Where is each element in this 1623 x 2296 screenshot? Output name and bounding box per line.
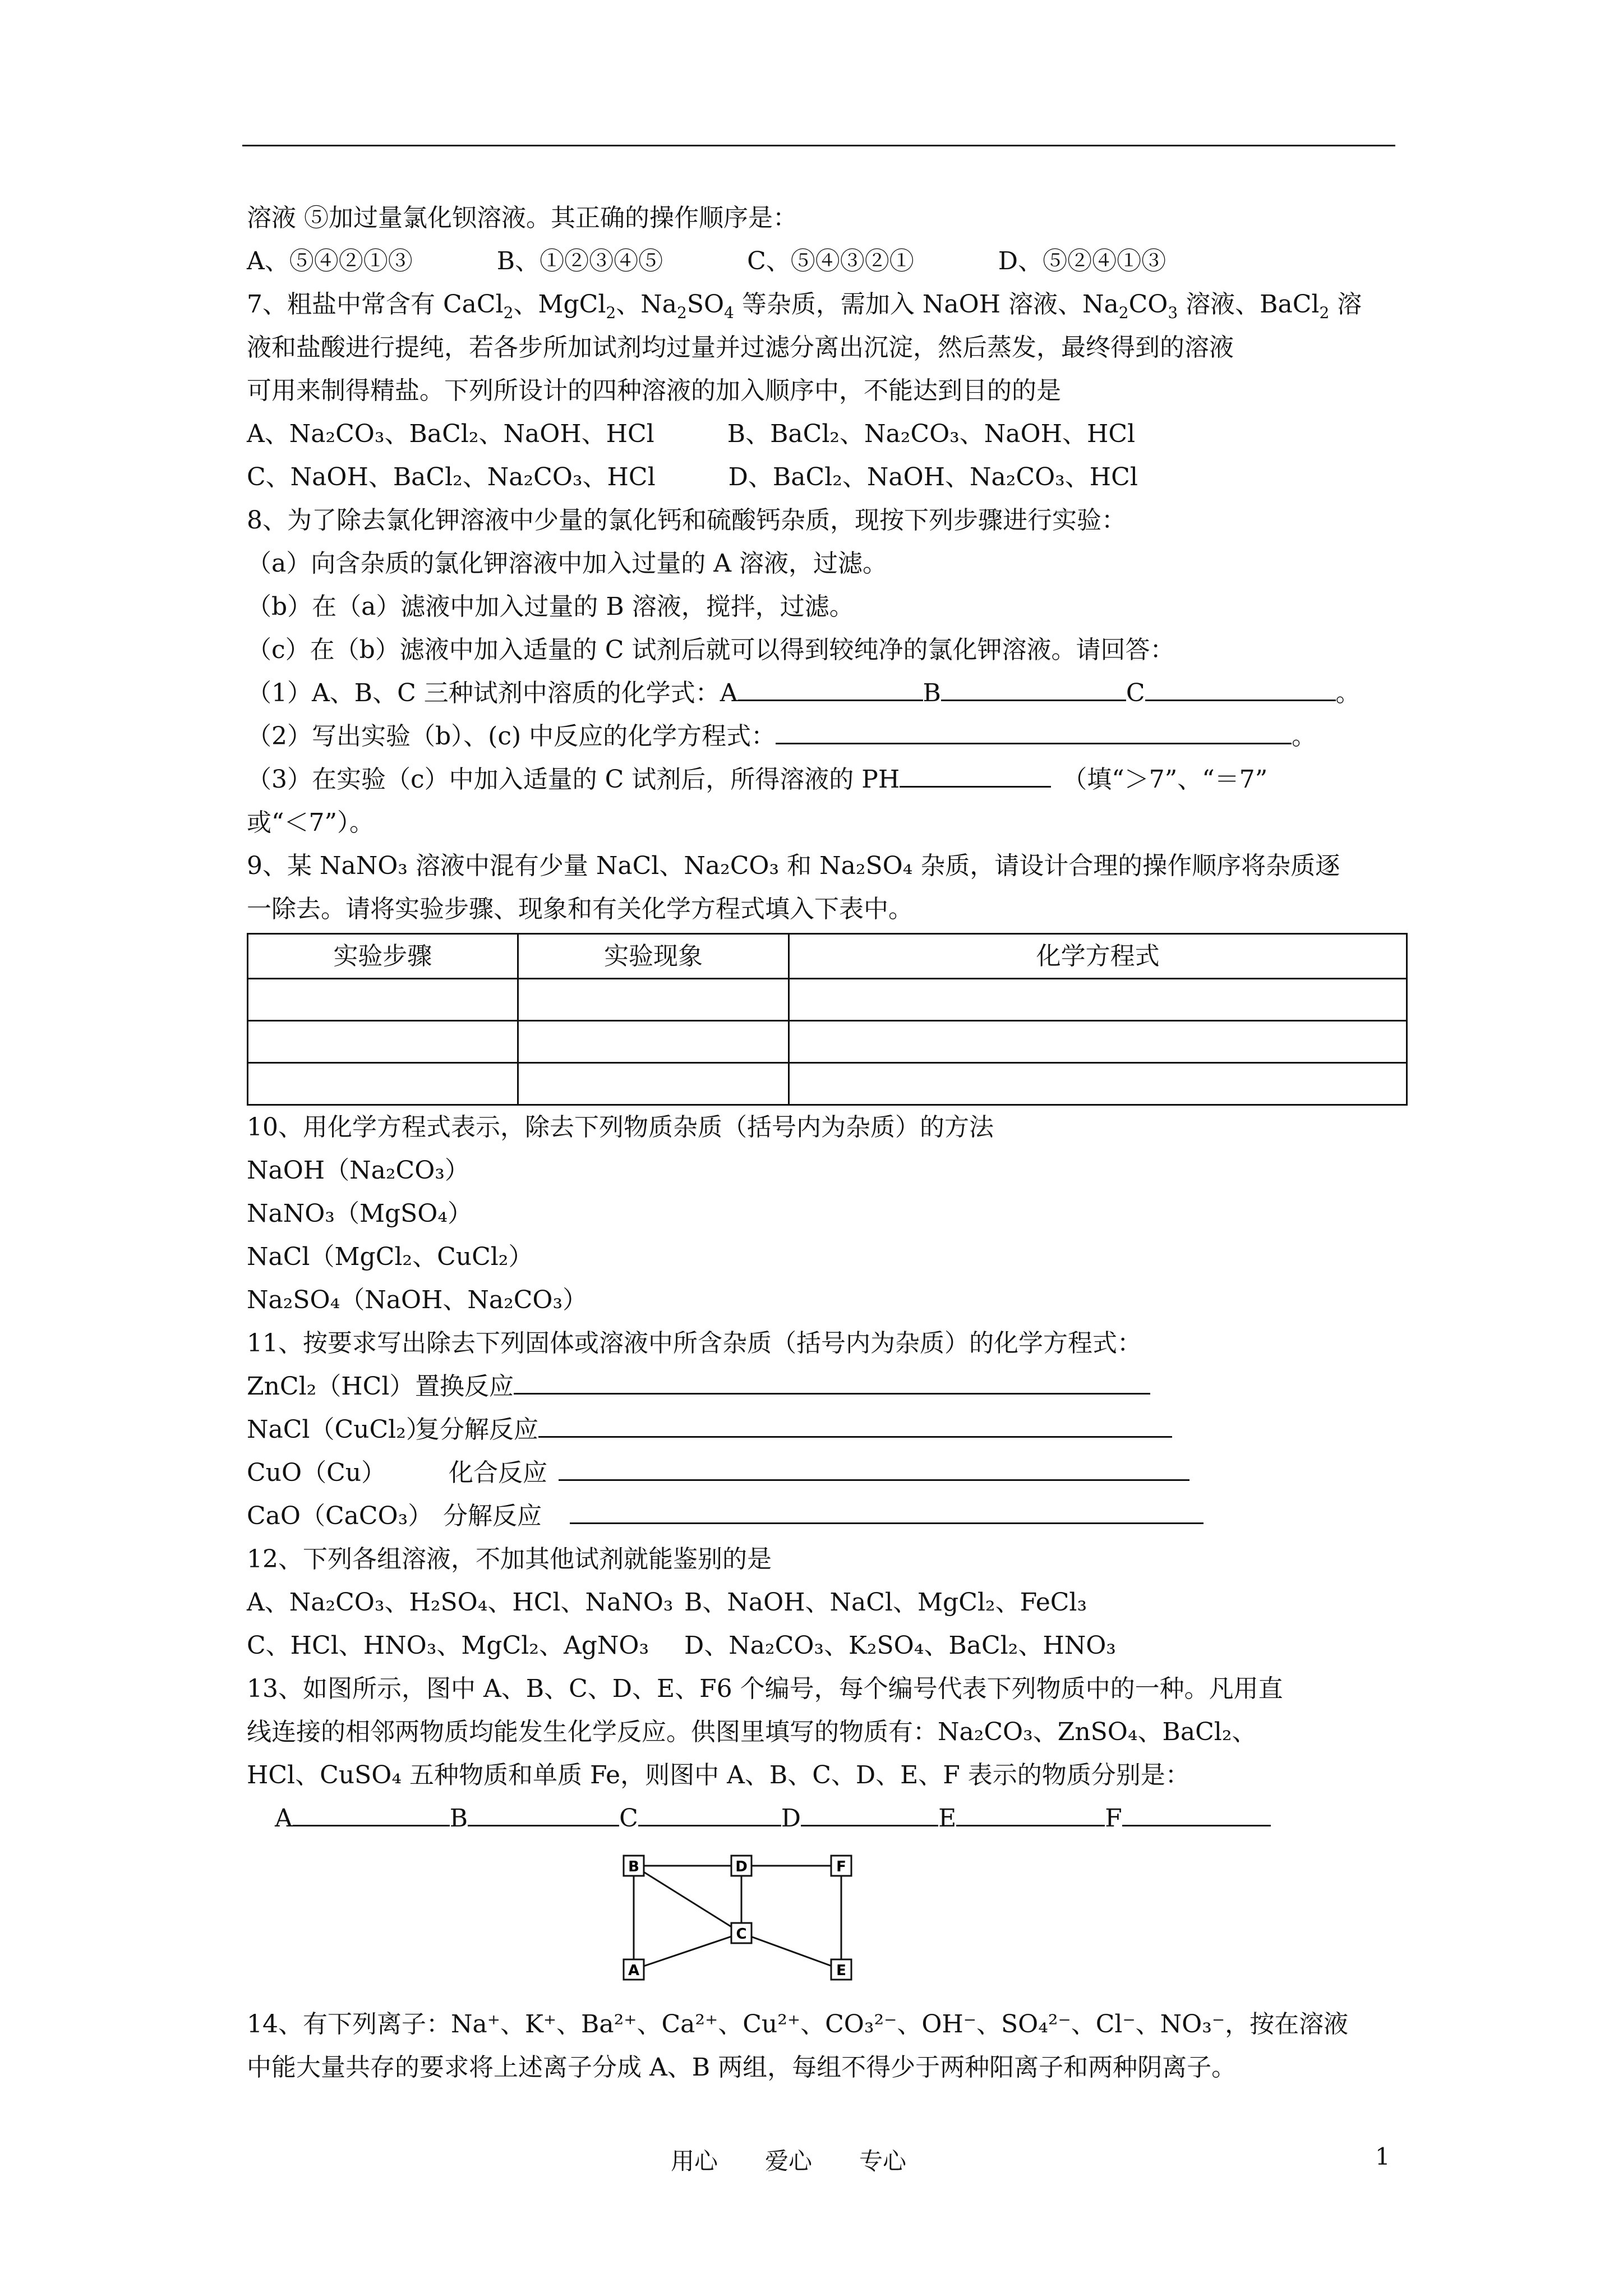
answer-blank[interactable] — [559, 1457, 1189, 1481]
node-label-c: C — [736, 1926, 747, 1943]
q12-option-b: B、NaOH、NaCl、MgCl₂、FeCl₃ — [684, 1588, 1087, 1617]
answer-blank[interactable] — [293, 1802, 450, 1826]
q7-option-b: B、BaCl₂、Na₂CO₃、NaOH、HCl — [727, 420, 1136, 448]
q10-item: NaNO₃（MgSO₄） — [247, 1199, 473, 1228]
diagram-node — [831, 1959, 851, 1980]
q6-option-b: B、①②③④⑤ — [496, 247, 663, 275]
answer-blank[interactable] — [638, 1802, 781, 1826]
page-footer — [0, 2143, 1623, 2177]
q9-stem-line2: 一除去。请将实验步骤、现象和有关化学方程式填入下表中。 — [247, 895, 913, 923]
q10-item: NaOH（Na₂CO₃） — [247, 1156, 469, 1185]
q7-stem-line3: 可用来制得精盐。下列所设计的四种溶液的加入顺序中，不能达到目的的是 — [247, 376, 1061, 405]
q6-option-a: A、⑤④②①③ — [247, 247, 413, 275]
page-content — [247, 196, 1402, 2089]
header-phenomenon: 实验现象 — [518, 934, 789, 979]
q12-options-ab — [247, 1581, 1402, 1624]
table-cell[interactable] — [518, 1063, 789, 1105]
node-label-b: B — [628, 1858, 639, 1875]
answer-blank-equations[interactable] — [776, 720, 1292, 744]
header-rule — [242, 145, 1395, 146]
q8-stem: 8、为了除去氯化钾溶液中少量的氯化钙和硫酸钙杂质，现按下列步骤进行实验： — [247, 506, 1126, 535]
answer-blank[interactable] — [468, 1802, 619, 1826]
node-label-f: F — [836, 1858, 846, 1875]
q8-step-c: （c）在（b）滤液中加入适量的 C 试剂后就可以得到较纯净的氯化钾溶液。请回答： — [247, 636, 1175, 664]
node-label-e: E — [836, 1962, 846, 1979]
q12-option-a: A、Na₂CO₃、H₂SO₄、HCl、NaNO₃ — [247, 1588, 674, 1617]
diagram-node — [624, 1959, 644, 1980]
table-cell[interactable] — [789, 1021, 1407, 1063]
q13-stem-line3: HCl、CuSO₄ 五种物质和单质 Fe，则图中 A、B、C、D、E、F 表示的物质分别是： — [247, 1761, 1190, 1789]
q14-stem-line2: 中能大量共存的要求将上述离子分成 A、B 两组，每组不得少于两种阳离子和两种阴离子。 — [247, 2053, 1237, 2082]
q11-row: CuO（Cu） 化合反应 — [247, 1451, 1402, 1494]
table-row — [248, 1021, 1407, 1063]
q7-stem-line1: 7、粗盐中常含有 CaCl$_2$、MgCl$_2$、$Na_2SO_4$ 等杂质，需加入 NaOH 溶液、$Na_2CO_3$ 溶液、BaCl$_2$ 溶 — [247, 290, 1362, 322]
diagram-node — [731, 1856, 751, 1876]
q6-option-d: D、⑤②④①③ — [998, 247, 1166, 275]
q8-question-3: （3）在实验（c）中加入适量的 C 试剂后，所得溶液的 PH （填“＞7”、“＝7” — [247, 758, 1402, 801]
answer-blank[interactable] — [801, 1802, 938, 1826]
answer-blank-b[interactable] — [941, 677, 1126, 701]
q10-item: NaCl（MgCl₂、CuCl₂） — [247, 1243, 533, 1271]
diagram-node — [731, 1923, 751, 1943]
q7-option-c: C、NaOH、BaCl₂、Na₂CO₃、HCl — [247, 463, 656, 491]
q7-stem-line2: 液和盐酸进行提纯，若各步所加试剂均过量并过滤分离出沉淀，然后蒸发，最终得到的溶液 — [247, 333, 1234, 362]
footer-motto: 用心 爱心 专心 — [671, 2147, 907, 2175]
q8-question-3-cont: 或“＜7”）。 — [247, 808, 374, 837]
q7-options-cd — [247, 455, 1402, 499]
q12-stem: 12、下列各组溶液，不加其他试剂就能鉴别的是 — [247, 1545, 772, 1573]
q7-option-a: A、Na₂CO₃、BaCl₂、NaOH、HCl — [247, 420, 654, 448]
q10-stem: 10、用化学方程式表示，除去下列物质杂质（括号内为杂质）的方法 — [247, 1113, 994, 1142]
node-label-a: A — [628, 1962, 640, 1979]
table-cell[interactable] — [518, 1021, 789, 1063]
answer-blank-c[interactable] — [1145, 677, 1336, 701]
q6-continuation: 溶液 ⑤加过量氯化钡溶液。其正确的操作顺序是： — [247, 204, 797, 232]
table-cell[interactable] — [789, 1063, 1407, 1105]
diagram-node — [624, 1856, 644, 1876]
q14-stem-line1: 14、有下列离子：Na⁺、K⁺、Ba²⁺、Ca²⁺、Cu²⁺、CO₃²⁻、OH⁻、SO₄²⁻、Cl⁻、NO₃⁻，按在溶液 — [247, 2010, 1349, 2039]
q8-question-1: （1）A、B、C 三种试剂中溶质的化学式：A B C 。 — [247, 671, 1402, 715]
table-cell[interactable] — [248, 1063, 518, 1105]
q9-stem-line1: 9、某 NaNO₃ 溶液中混有少量 NaCl、Na₂CO₃ 和 Na₂SO₄ 杂质，请设计合理的操作顺序将杂质逐 — [247, 852, 1340, 880]
q7-option-d: D、BaCl₂、NaOH、Na₂CO₃、HCl — [728, 463, 1138, 491]
answer-blank-ph[interactable] — [900, 763, 1051, 788]
q10-item: Na₂SO₄（NaOH、Na₂CO₃） — [247, 1286, 588, 1314]
q8-question-2: （2）写出实验（b）、(c) 中反应的化学方程式： 。 — [247, 715, 1402, 758]
header-step: 实验步骤 — [248, 934, 518, 979]
q13-reaction-diagram — [617, 1855, 858, 1984]
q11-row: NaCl（CuCl₂）复分解反应 — [247, 1408, 1402, 1451]
page-number: 1 — [1375, 2143, 1390, 2170]
q12-option-c: C、HCl、HNO₃、MgCl₂、AgNO₃ — [247, 1631, 649, 1660]
table-row — [248, 979, 1407, 1021]
answer-blank-a[interactable] — [738, 677, 923, 701]
q11-stem: 11、按要求写出除去下列固体或溶液中所含杂质（括号内为杂质）的化学方程式： — [247, 1329, 1142, 1358]
q11-row: ZnCl₂（HCl）置换反应 — [247, 1365, 1402, 1408]
table-cell[interactable] — [248, 979, 518, 1021]
q8-step-b: （b）在（a）滤液中加入过量的 B 溶液，搅拌，过滤。 — [247, 592, 854, 621]
answer-blank[interactable] — [538, 1414, 1172, 1438]
answer-blank[interactable] — [1122, 1802, 1271, 1826]
node-label-d: D — [735, 1858, 748, 1875]
q6-options — [247, 240, 1402, 283]
answer-blank[interactable] — [514, 1370, 1150, 1395]
table-row — [248, 1063, 1407, 1105]
header-equation: 化学方程式 — [789, 934, 1407, 979]
q6-option-c: C、⑤④③②① — [747, 247, 914, 275]
q7-options-ab — [247, 412, 1402, 455]
table-cell[interactable] — [518, 979, 789, 1021]
answer-blank[interactable] — [956, 1802, 1105, 1826]
q12-options-cd — [247, 1624, 1402, 1667]
table-header-row — [248, 934, 1407, 979]
answer-blank[interactable] — [570, 1500, 1204, 1524]
q8-step-a: （a）向含杂质的氯化钾溶液中加入过量的 A 溶液，过滤。 — [247, 549, 887, 578]
table-cell[interactable] — [248, 1021, 518, 1063]
table-cell[interactable] — [789, 979, 1407, 1021]
diagram-node — [831, 1856, 851, 1876]
q9-experiment-table — [247, 933, 1408, 1106]
q13-answer-line: A B C D E F — [247, 1797, 1402, 1840]
q12-option-d: D、Na₂CO₃、K₂SO₄、BaCl₂、HNO₃ — [684, 1631, 1116, 1660]
q11-row: CaO（CaCO₃） 分解反应 — [247, 1494, 1402, 1538]
q13-stem-line1: 13、如图所示，图中 A、B、C、D、E、F6 个编号，每个编号代表下列物质中的一种。凡用直 — [247, 1674, 1283, 1703]
q13-stem-line2: 线连接的相邻两物质均能发生化学反应。供图里填写的物质有：Na₂CO₃、ZnSO₄、BaCl₂、 — [247, 1718, 1257, 1746]
